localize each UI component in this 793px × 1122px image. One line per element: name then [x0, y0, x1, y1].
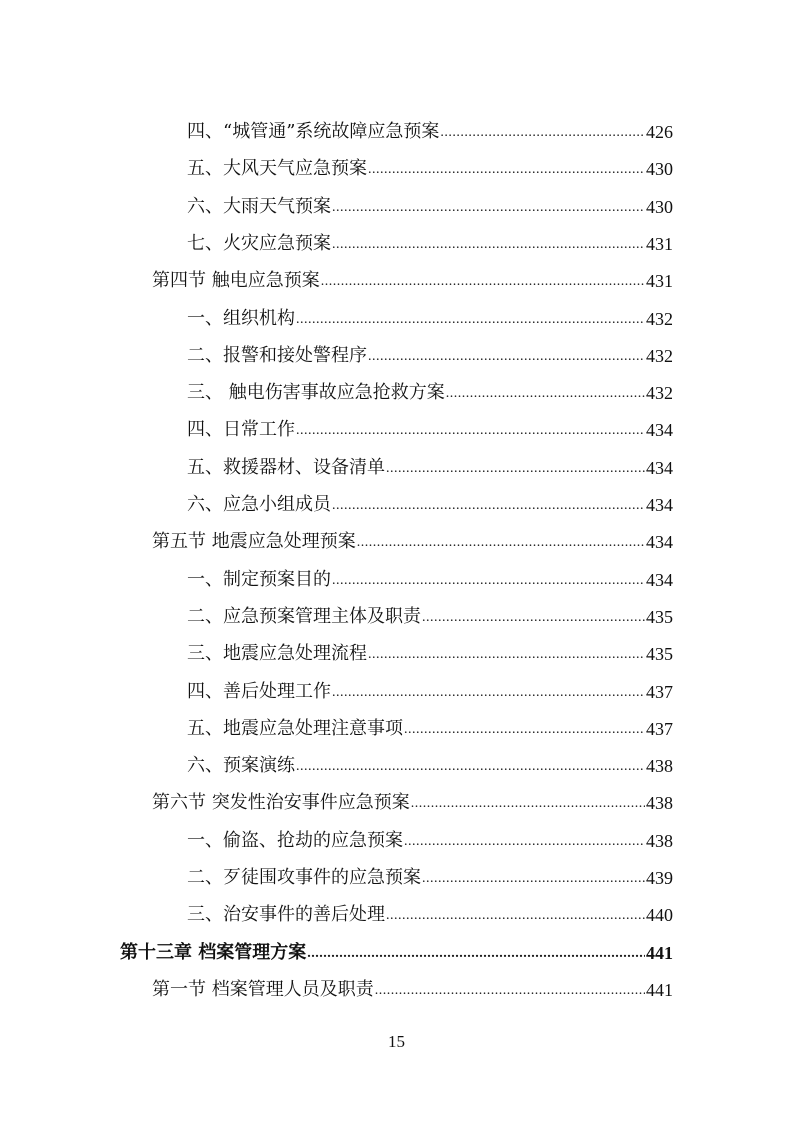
toc-subsection-entry[interactable]	[187, 150, 673, 180]
toc-entry-page: 438	[646, 830, 673, 851]
toc-entry-title: 一、制定预案目的	[187, 568, 331, 590]
dot-leader	[386, 906, 645, 926]
toc-entry-page: 434	[646, 569, 673, 590]
dot-leader	[296, 757, 645, 777]
dot-leader	[332, 683, 645, 703]
toc-entry-page: 438	[646, 756, 673, 777]
toc-entry-title: 五、地震应急处理注意事项	[187, 717, 403, 739]
toc-entry-page: 432	[646, 308, 673, 329]
dot-leader	[386, 459, 645, 479]
toc-subsection-entry[interactable]	[187, 747, 673, 777]
dot-leader	[332, 496, 645, 516]
toc-section-entry[interactable]	[152, 971, 673, 1001]
toc-entry-page: 426	[646, 122, 673, 142]
toc-subsection-entry[interactable]	[187, 635, 673, 665]
toc-entry-title: 一、组织机构	[187, 307, 295, 329]
toc-entry-title: 六、应急小组成员	[187, 494, 331, 515]
toc-subsection-entry[interactable]	[187, 113, 673, 143]
toc-entry-page: 437	[646, 681, 673, 702]
dot-leader	[375, 981, 645, 1001]
toc-entry-page: 441	[646, 979, 673, 1000]
toc-entry-title: 四、“城管通”系统故障应急预案	[187, 121, 440, 142]
toc-entry-title: 三、 触电伤害事故应急抢救方案	[187, 382, 445, 404]
toc-subsection-entry[interactable]	[187, 188, 673, 218]
toc-entry-page: 441	[646, 942, 673, 963]
toc-subsection-entry[interactable]	[187, 710, 673, 740]
toc-entry-page: 435	[646, 644, 673, 665]
toc-entry-page: 432	[646, 383, 673, 404]
toc-chapter-entry[interactable]	[120, 934, 673, 964]
toc-entry-page: 435	[646, 606, 673, 627]
toc-entry-title: 二、歹徒围攻事件的应急预案	[187, 867, 421, 888]
toc-entry-page: 438	[646, 793, 673, 814]
toc-entry-page: 431	[646, 271, 673, 292]
toc-entry-title: 第一节 档案管理人员及职责	[152, 978, 374, 1000]
toc-subsection-entry[interactable]	[187, 411, 673, 441]
dot-leader	[296, 310, 645, 330]
toc-entry-page: 439	[646, 868, 673, 888]
toc-entry-title: 三、治安事件的善后处理	[187, 904, 385, 926]
toc-entry-title: 第四节 触电应急预案	[152, 270, 320, 292]
toc-subsection-entry[interactable]	[187, 225, 673, 255]
toc-entry-title: 第五节 地震应急处理预案	[152, 531, 356, 553]
toc-entry-page: 440	[646, 905, 673, 926]
toc-entry-title: 第六节 突发性治安事件应急预案	[152, 792, 410, 814]
dot-leader	[307, 944, 645, 964]
toc-entry-title: 第十三章 档案管理方案	[120, 941, 307, 963]
toc-subsection-entry[interactable]	[187, 673, 673, 703]
toc-entry-page: 432	[646, 345, 673, 366]
dot-leader	[422, 608, 645, 628]
toc-entry-title: 一、偷盗、抢劫的应急预案	[187, 829, 403, 851]
toc-entry-title: 五、救援器材、设备清单	[187, 456, 385, 478]
dot-leader	[404, 832, 645, 852]
toc-entry-title: 二、应急预案管理主体及职责	[187, 605, 421, 627]
dot-leader	[357, 533, 645, 553]
toc-entry-title: 七、火灾应急预案	[187, 232, 331, 254]
dot-leader	[332, 198, 645, 218]
toc-entry-title: 四、日常工作	[187, 419, 295, 441]
toc-entry-title: 二、报警和接处警程序	[187, 344, 367, 366]
toc-entry-title: 六、预案演练	[187, 755, 295, 777]
toc-subsection-entry[interactable]	[187, 896, 673, 926]
toc-entry-title: 五、大风天气应急预案	[187, 158, 367, 180]
toc-entry-page: 434	[646, 495, 673, 515]
page-number: 15	[388, 1032, 405, 1051]
toc-entry-page: 431	[646, 233, 673, 254]
dot-leader	[404, 720, 645, 740]
toc-subsection-entry[interactable]	[187, 300, 673, 330]
toc-entry-title: 四、善后处理工作	[187, 680, 331, 702]
toc-subsection-entry[interactable]	[187, 337, 673, 367]
toc-entry-title: 六、大雨天气预案	[187, 195, 331, 217]
toc-entry-page: 430	[646, 196, 673, 217]
dot-leader	[332, 571, 645, 591]
toc-section-entry[interactable]	[152, 523, 673, 553]
dot-leader	[368, 645, 645, 665]
dot-leader	[411, 794, 645, 814]
toc-entry-page: 434	[646, 457, 673, 478]
dot-leader	[422, 869, 645, 889]
toc-entry-title: 三、地震应急处理流程	[187, 643, 367, 665]
toc-subsection-entry[interactable]	[187, 374, 673, 404]
toc-subsection-entry[interactable]	[187, 598, 673, 628]
toc-section-entry[interactable]	[152, 784, 673, 814]
dot-leader	[368, 160, 645, 180]
toc-entry-page: 430	[646, 159, 673, 180]
toc-entry-page: 434	[646, 420, 673, 441]
toc-subsection-entry[interactable]	[187, 859, 673, 889]
toc-section-entry[interactable]	[152, 262, 673, 292]
toc-subsection-entry[interactable]	[187, 561, 673, 591]
toc-entry-page: 434	[646, 532, 673, 553]
dot-leader	[446, 384, 645, 404]
dot-leader	[368, 347, 645, 367]
toc-entry-page: 437	[646, 718, 673, 739]
dot-leader	[440, 123, 645, 143]
dot-leader	[332, 235, 645, 255]
dot-leader	[321, 272, 645, 292]
toc-subsection-entry[interactable]	[187, 449, 673, 479]
toc-subsection-entry[interactable]	[187, 822, 673, 852]
toc-subsection-entry[interactable]	[187, 486, 673, 516]
dot-leader	[296, 421, 645, 441]
